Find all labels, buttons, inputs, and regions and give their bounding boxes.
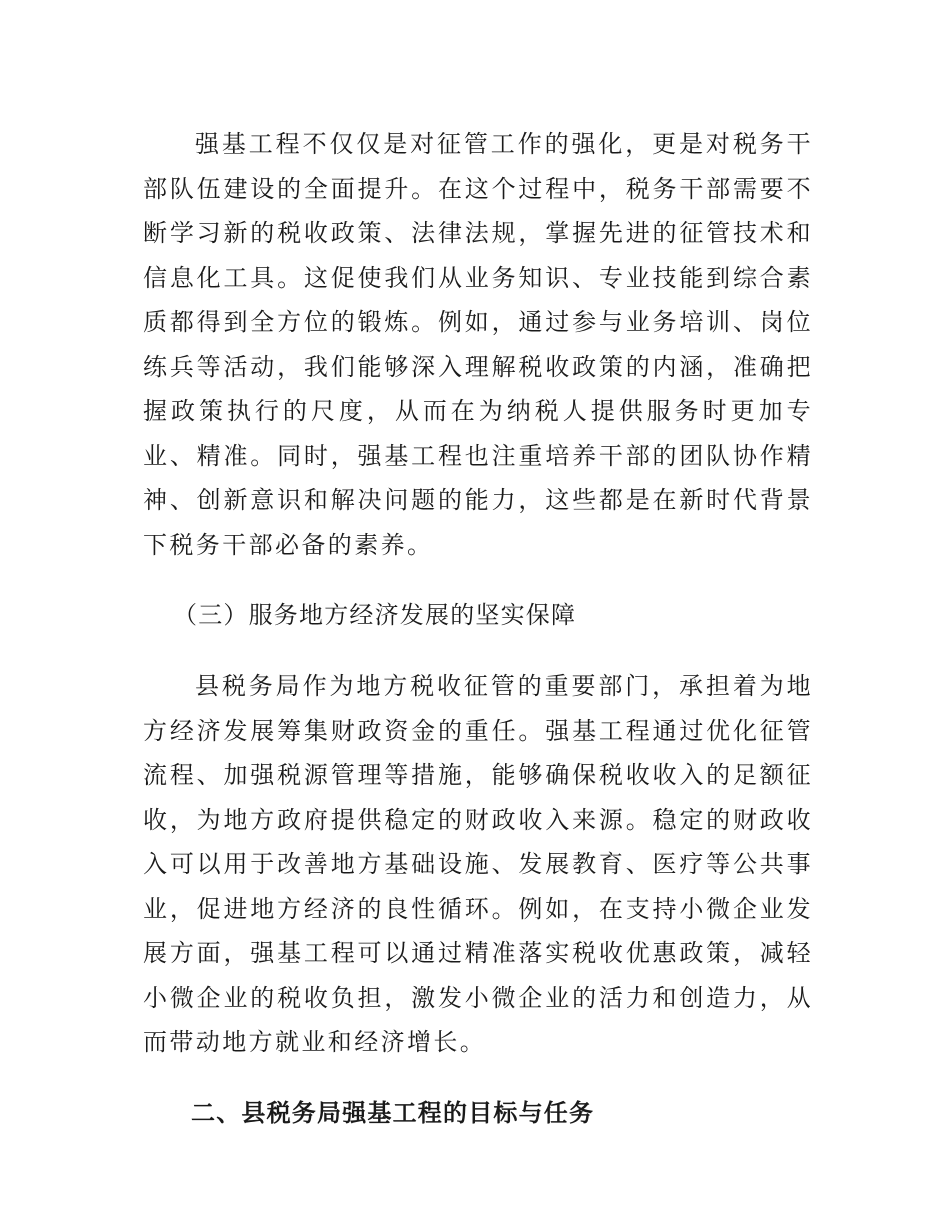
paragraph-cadre-development: 强基工程不仅仅是对征管工作的强化，更是对税务干部队伍建设的全面提升。在这个过程中，税务干部需要不断学习新的税收政策、法律法规，掌握先进的征管技术和信息化工具。这促使我们从业务知识、专业技能到综合素质都得到全方位的锻炼。例如，通过参与业务培训、岗位练兵等活动，我们能够深入理解税收政策的内涵，准确把握政策执行的尺度，从而在为纳税人提供服务时更加专业、精准。同时，强基工程也注重培养干部的团队协作精神、创新意识和解决问题的能力，这些都是在新时代背景下税务干部必备的素养。 <box>143 130 813 559</box>
part-heading-two: 二、县税务局强基工程的目标与任务 <box>191 1098 595 1127</box>
document-body <box>143 122 813 1135</box>
section-heading-three: （三）服务地方经济发展的坚实保障 <box>173 601 577 629</box>
paragraph-local-economy: 县税务局作为地方税收征管的重要部门，承担着为地方经济发展筹集财政资金的重任。强基工程通过优化征管流程、加强税源管理等措施，能够确保税收收入的足额征收，为地方政府提供稳定的财政收入来源。稳定的财政收入可以用于改善地方基础设施、发展教育、医疗等公共事业，促进地方经济的良性循环。例如，在支持小微企业发展方面，强基工程可以通过精准落实税收优惠政策，减轻小微企业的税收负担，激发小微企业的活力和创造力，从而带动地方就业和经济增长。 <box>143 672 813 1056</box>
spacer <box>143 567 813 593</box>
spacer <box>143 1065 813 1091</box>
spacer <box>143 637 813 664</box>
